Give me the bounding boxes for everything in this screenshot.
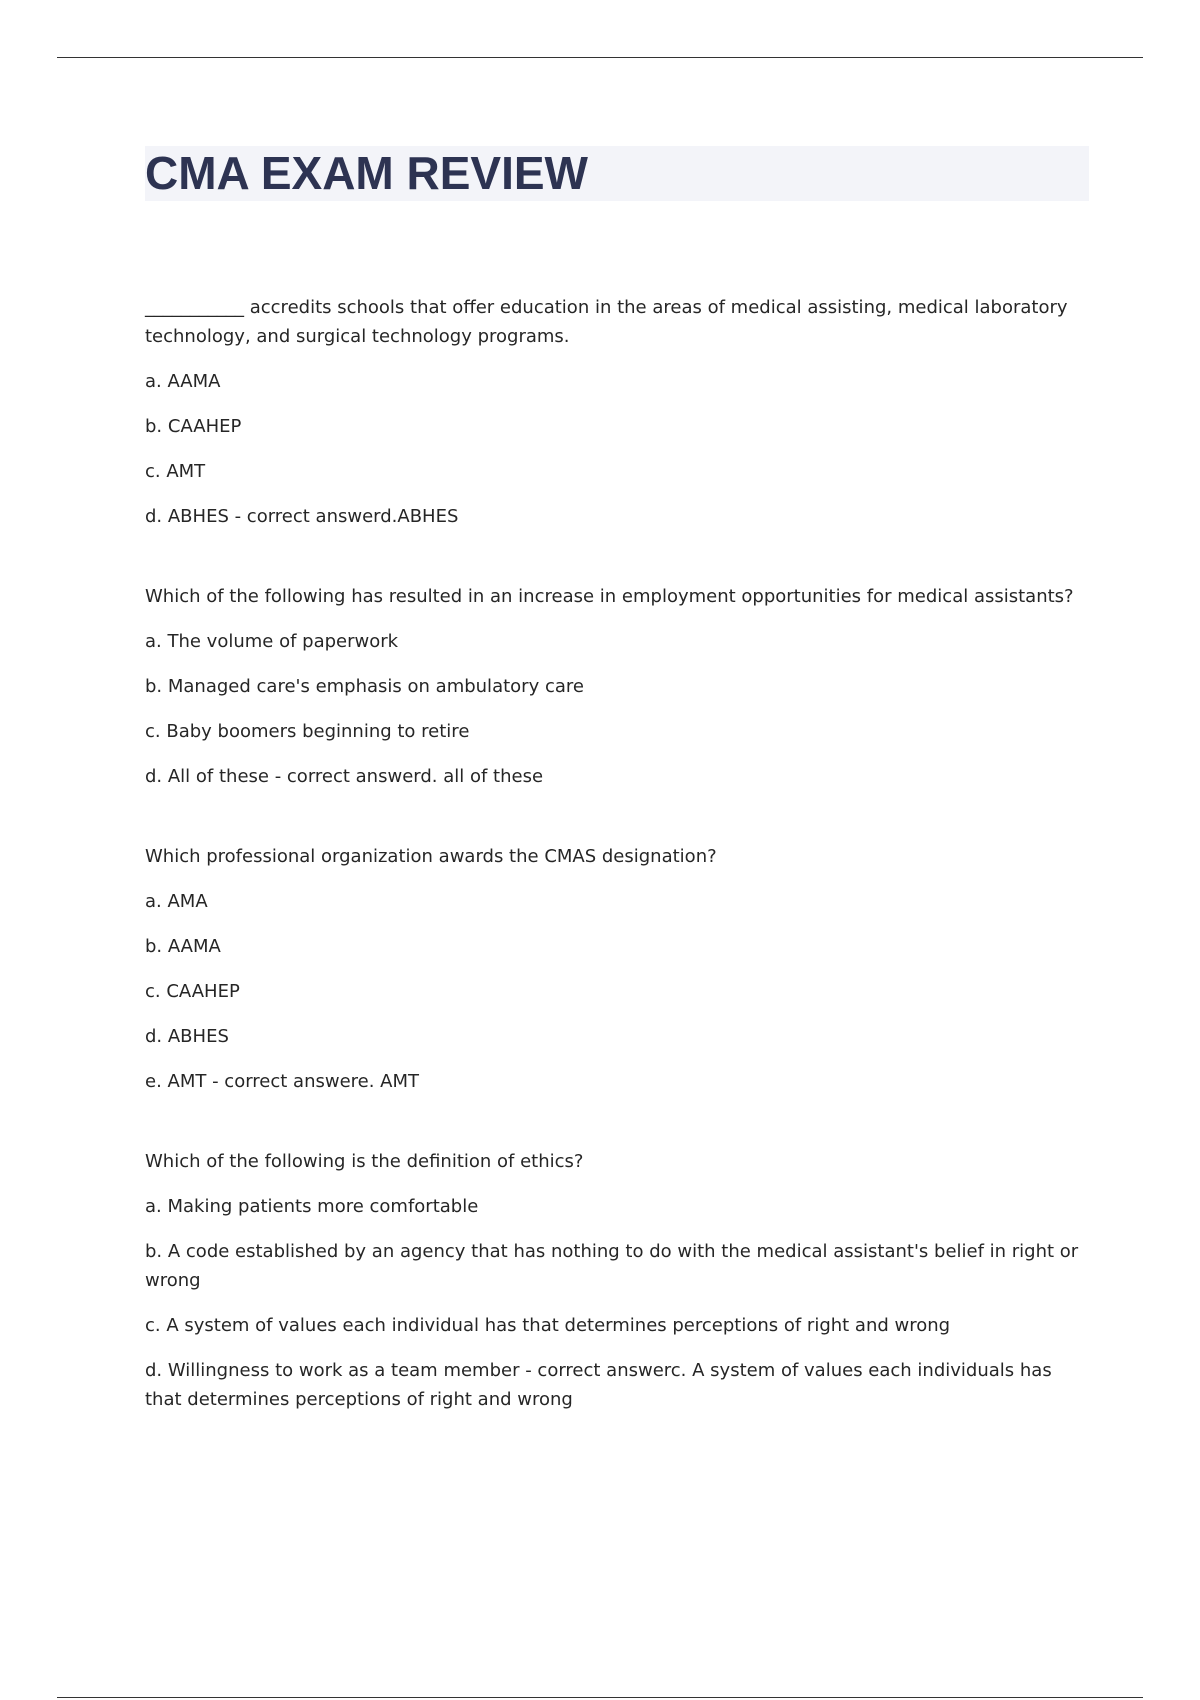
option-c: c. AMT: [145, 461, 206, 482]
option-d: d. ABHES: [145, 1026, 229, 1047]
option-a: a. The volume of paperwork: [145, 631, 399, 652]
option-c: c. A system of values each individual has that determines perceptions of right and wrong: [145, 1315, 951, 1336]
fill-in-blank: ___________: [145, 297, 244, 318]
question-3-text: Which professional organization awards the CMAS designation?: [145, 846, 717, 867]
option-b: b. CAAHEP: [145, 416, 242, 437]
question-1: [145, 293, 1089, 531]
option-c: c. Baby boomers beginning to retire: [145, 721, 470, 742]
option-a: a. AAMA: [145, 371, 221, 392]
question-4-text: Which of the following is the definition of ethics?: [145, 1151, 584, 1172]
option-d: d. Willingness to work as a team member - correct answerc. A system of values each individuals has that determines perceptions of right and wrong: [145, 1360, 1052, 1410]
option-a: a. Making patients more comfortable: [145, 1196, 479, 1217]
header-rule: [57, 57, 1143, 58]
option-c: c. CAAHEP: [145, 981, 240, 1002]
option-e: e. AMT - correct answere. AMT: [145, 1071, 420, 1092]
document-content: [145, 293, 1089, 1465]
option-b: b. AAMA: [145, 936, 221, 957]
question-3: [145, 842, 1089, 1096]
document-title: CMA EXAM REVIEW: [145, 147, 588, 199]
option-b: b. A code established by an agency that has nothing to do with the medical assistant's belief in right or wrong: [145, 1241, 1079, 1291]
question-4: [145, 1147, 1089, 1414]
option-a: a. AMA: [145, 891, 208, 912]
footer-rule: [57, 1697, 1143, 1698]
question-2-text: Which of the following has resulted in an increase in employment opportunities for medical assistants?: [145, 586, 1074, 607]
option-d: d. All of these - correct answerd. all of these: [145, 766, 544, 787]
option-d: d. ABHES - correct answerd.ABHES: [145, 506, 459, 527]
question-2: [145, 582, 1089, 791]
question-text: [145, 293, 1089, 351]
question-1-text: accredits schools that offer education in the areas of medical assisting, medical laboratory technology, and surgical technology programs.: [145, 297, 1068, 347]
option-b: b. Managed care's emphasis on ambulatory care: [145, 676, 584, 697]
